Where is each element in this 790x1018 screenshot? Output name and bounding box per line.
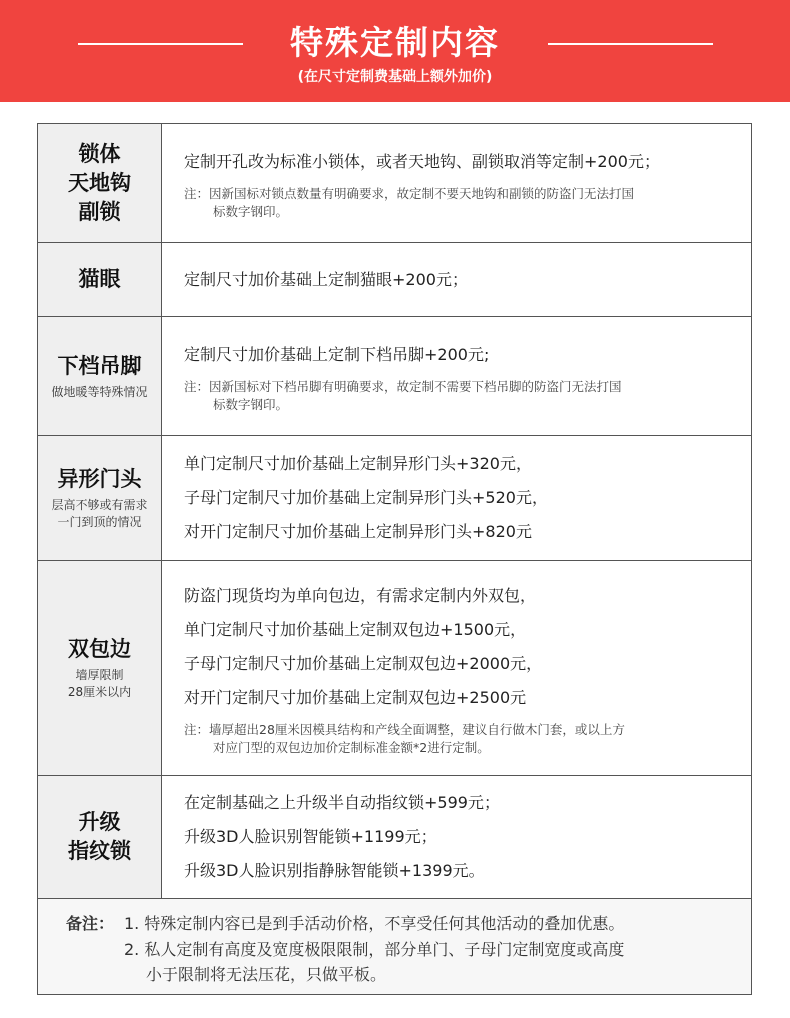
row-text: 子母门定制尺寸加价基础上定制异形门头+520元， [184, 488, 548, 507]
note-label: 注： [184, 379, 210, 394]
row-content-cell [162, 124, 751, 242]
row-text: 防盗门现货均为单向包边，有需求定制内外双包， [184, 586, 537, 605]
row-text: 升级3D人脸识别指静脉智能锁+1399元。 [184, 861, 485, 880]
row-text: 在定制基础之上升级半自动指纹锁+599元； [184, 793, 500, 812]
remarks-box [37, 899, 752, 995]
table-row-double-edging [38, 561, 751, 776]
row-content-cell [162, 436, 751, 560]
page-subtitle: (在尺寸定制费基础上额外加价) [297, 69, 493, 85]
note-text: 因新国标对下档吊脚有明确要求，故定制不需要下档吊脚的防盗门无法打国 [209, 379, 622, 394]
row-label: 猫眼 [78, 267, 121, 291]
table-row-lock [38, 124, 751, 243]
row-text: 定制开孔改为标准小锁体，或者天地钩、副锁取消等定制+200元； [184, 152, 660, 171]
row-label: 升级 [78, 810, 121, 834]
row-text: 单门定制尺寸加价基础上定制异形门头+320元， [184, 454, 532, 473]
remarks-label: 备注： [66, 914, 115, 933]
row-text: 单门定制尺寸加价基础上定制双包边+1500元， [184, 620, 527, 639]
note-text: 墙厚超出28厘米因模具结构和产线全面调整，建议自行做木门套，或以上方 [209, 722, 625, 737]
row-text: 定制尺寸加价基础上定制下档吊脚+200元; [184, 345, 490, 364]
table-row-door-head [38, 436, 751, 561]
row-label-cell [38, 317, 162, 435]
header-banner [0, 0, 790, 102]
note-label: 注： [184, 186, 210, 201]
row-note [184, 185, 751, 221]
row-label-cell [38, 436, 162, 560]
row-text: 子母门定制尺寸加价基础上定制双包边+2000元， [184, 654, 543, 673]
row-sublabel: 做地暖等特殊情况 [51, 384, 148, 399]
note-text: 标数字钢印。 [213, 397, 289, 412]
row-label: 下档吊脚 [57, 353, 142, 378]
row-text: 对开门定制尺寸加价基础上定制双包边+2500元 [184, 688, 527, 707]
row-sublabel: 层高不够或有需求 [51, 498, 148, 512]
row-content-cell [162, 561, 751, 775]
row-content-cell [162, 776, 751, 898]
row-label: 副锁 [78, 199, 121, 224]
remarks-line: 2. 私人定制有高度及宽度极限限制，部分单门、子母门定制宽度或高度 [124, 940, 625, 959]
row-label-cell [38, 243, 162, 316]
row-sublabel: 28厘米以内 [67, 685, 132, 699]
table-row-bottom-feet [38, 317, 751, 436]
row-text: 定制尺寸加价基础上定制猫眼+200元； [184, 269, 468, 289]
row-sublabel: 一门到顶的情况 [57, 515, 142, 529]
remarks-line: 小于限制将无法压花，只做平板。 [146, 965, 387, 984]
note-text: 标数字钢印。 [213, 204, 289, 219]
row-label: 锁体 [78, 141, 121, 166]
row-sublabel: 墙厚限制 [75, 668, 124, 682]
row-text: 对开门定制尺寸加价基础上定制异形门头+820元 [184, 522, 532, 541]
table-row-smart-lock [38, 776, 751, 898]
note-text: 因新国标对锁点数量有明确要求，故定制不要天地钩和副锁的防盗门无法打国 [209, 186, 635, 201]
table-row-peephole [38, 243, 751, 317]
row-label-cell [38, 561, 162, 775]
row-label: 异形门头 [57, 467, 142, 491]
row-content-cell [162, 243, 751, 316]
note-label: 注： [184, 722, 210, 737]
note-text: 对应门型的双包边加价定制标准金额*2进行定制。 [213, 740, 490, 755]
row-text: 升级3D人脸识别智能锁+1199元； [184, 827, 437, 846]
row-label: 天地钩 [68, 170, 131, 195]
row-note [184, 378, 751, 414]
row-content-cell [162, 317, 751, 435]
row-note [184, 721, 751, 757]
row-label: 双包边 [68, 637, 131, 661]
page-title: 特殊定制内容 [290, 23, 500, 62]
custom-options-table [37, 123, 752, 899]
remarks-line: 1. 特殊定制内容已是到手活动价格，不享受任何其他活动的叠加优惠。 [124, 914, 625, 933]
row-label-cell [38, 776, 162, 898]
row-label: 指纹锁 [68, 839, 131, 863]
row-label-cell [38, 124, 162, 242]
